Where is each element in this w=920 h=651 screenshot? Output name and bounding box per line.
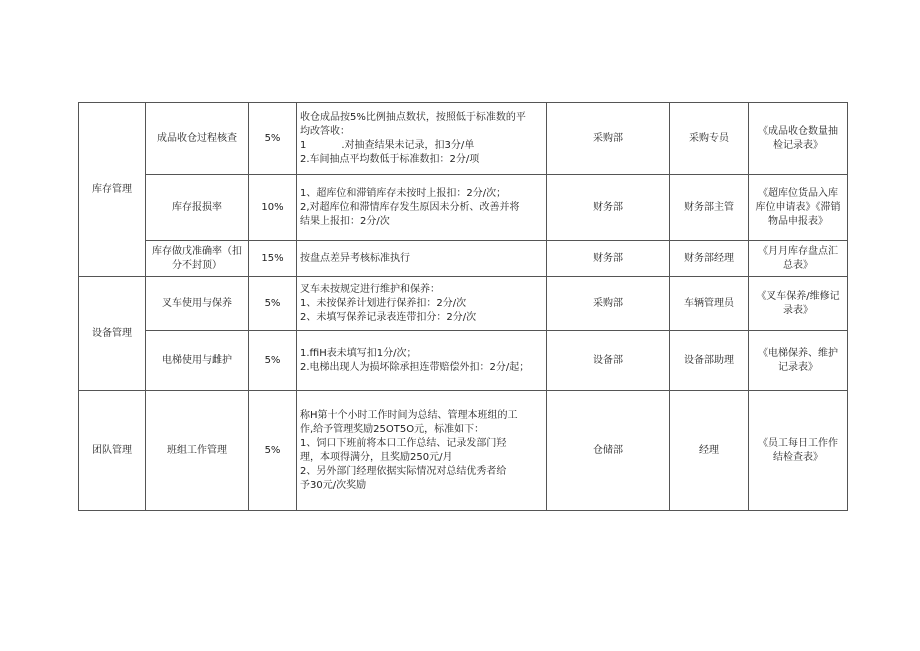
weight-cell: 5% <box>249 331 297 391</box>
dept-cell: 仓储部 <box>547 391 670 511</box>
criteria-cell: 1.ffiH表未填写扣1分/次； 2.电梯出现人为损坏除承担连带赔偿外扣：2分/起； <box>297 331 547 391</box>
criteria-cell: 收仓成品按5%比例抽点数状，按照低于标准数的平 均改答收： 1 .对抽查结果未记录，扣3分/单 2.车间抽点平均数低于标准数扣：2分/项 <box>297 103 547 175</box>
dept-cell: 设备部 <box>547 331 670 391</box>
record-cell: 《叉车保养/维修记 录表》 <box>749 277 848 331</box>
weight-cell: 5% <box>249 277 297 331</box>
responsible-cell: 经理 <box>670 391 749 511</box>
responsible-cell: 设备部助理 <box>670 331 749 391</box>
record-cell: 《超库位货品入库 库位申请表》《滞销 物品申报表》 <box>749 175 848 241</box>
category-cell: 设备管理 <box>79 277 146 391</box>
responsible-cell: 财务部经理 <box>670 241 749 277</box>
weight-cell: 5% <box>249 103 297 175</box>
table-row <box>79 175 848 241</box>
record-cell: 《员工每日工作作 结检查表》 <box>749 391 848 511</box>
criteria-cell: 叉车未按规定进行维护和保养： 1、未按保养计划进行保养扣：2分/次 2、未填写保养记录表连带扣分：2分/次 <box>297 277 547 331</box>
item-cell: 班组工作管理 <box>146 391 249 511</box>
weight-cell: 5% <box>249 391 297 511</box>
table-row <box>79 103 848 175</box>
criteria-cell: 按盘点差异考核标准执行 <box>297 241 547 277</box>
dept-cell: 财务部 <box>547 175 670 241</box>
item-cell: 成品收仓过程核查 <box>146 103 249 175</box>
category-cell: 库存管理 <box>79 103 146 277</box>
item-cell: 叉车使用与保养 <box>146 277 249 331</box>
table-row <box>79 331 848 391</box>
item-cell: 库存报损率 <box>146 175 249 241</box>
table-row <box>79 241 848 277</box>
criteria-cell: 1、超库位和滞销库存未按时上报扣：2分/次； 2,对超库位和滞情库存发生原因未分析、改善并将 结果上报扣：2分/次 <box>297 175 547 241</box>
kpi-table <box>78 102 848 511</box>
responsible-cell: 财务部主管 <box>670 175 749 241</box>
table-row <box>79 391 848 511</box>
table-row <box>79 277 848 331</box>
dept-cell: 采购部 <box>547 277 670 331</box>
criteria-cell: 称H第十个小时工作时间为总结、管理本班组的工 作,给予管理奖励25OT5O元，标准如下： 1、饲口下班前将本口工作总结、记录发部门羟 理，本项得满分，且奖励250元/月 2、另外部门经理依据实际情况对总结优秀者给 予30元/次奖励 <box>297 391 547 511</box>
dept-cell: 采购部 <box>547 103 670 175</box>
responsible-cell: 车辆管理员 <box>670 277 749 331</box>
record-cell: 《电梯保养、维护 记录表》 <box>749 331 848 391</box>
category-cell: 团队管理 <box>79 391 146 511</box>
record-cell: 《月月库存盘点汇 总表》 <box>749 241 848 277</box>
item-cell: 库存做戊准确率（扣 分不封顶） <box>146 241 249 277</box>
record-cell: 《成品收仓数量抽 检记录表》 <box>749 103 848 175</box>
responsible-cell: 采购专员 <box>670 103 749 175</box>
dept-cell: 财务部 <box>547 241 670 277</box>
item-cell: 电梯使用与雌护 <box>146 331 249 391</box>
weight-cell: 10% <box>249 175 297 241</box>
weight-cell: 15% <box>249 241 297 277</box>
